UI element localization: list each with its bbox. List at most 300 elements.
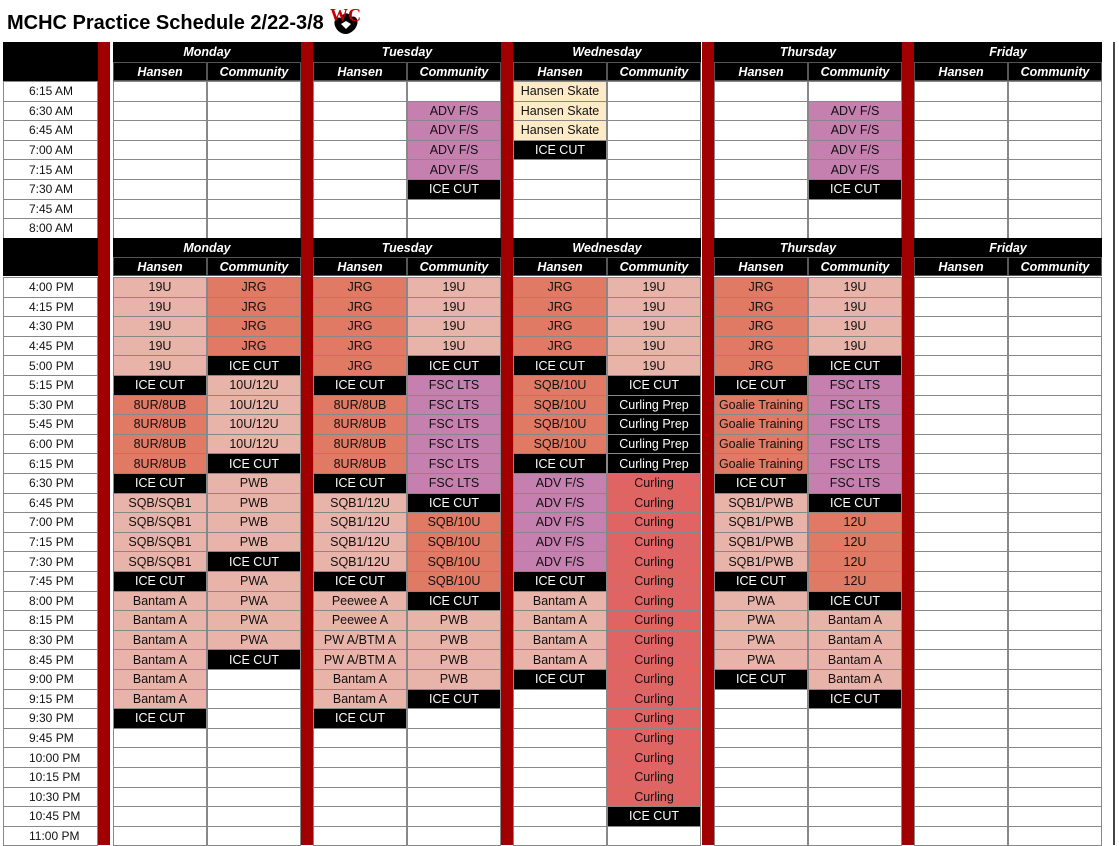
schedule-cell: FSC LTS: [808, 473, 902, 494]
schedule-cell: Curling: [607, 473, 701, 494]
logo-lettering: WC: [330, 5, 361, 25]
schedule-cell: PWA: [207, 630, 301, 651]
schedule-cell: [914, 277, 1008, 298]
rink-header-hansen: Hansen: [113, 62, 207, 81]
schedule-cell: 19U: [113, 277, 207, 298]
schedule-cell: ICE CUT: [513, 355, 607, 376]
time-label: 6:15 AM: [3, 81, 98, 102]
schedule-cell: 19U: [113, 297, 207, 318]
schedule-cell: [914, 669, 1008, 690]
schedule-cell: Bantam A: [513, 591, 607, 612]
schedule-cell: [914, 787, 1008, 808]
schedule-cell: [207, 826, 301, 846]
schedule-cell: [1008, 395, 1102, 416]
rink-header-hansen: Hansen: [513, 257, 607, 276]
schedule-cell: ICE CUT: [207, 355, 301, 376]
schedule-cell: Curling Prep: [607, 414, 701, 435]
schedule-cell: PWB: [407, 610, 501, 631]
rink-header-hansen: Hansen: [313, 62, 407, 81]
schedule-cell: [914, 806, 1008, 827]
schedule-cell: 8UR/8UB: [113, 434, 207, 455]
schedule-cell: 19U: [407, 316, 501, 337]
schedule-cell: ICE CUT: [313, 571, 407, 592]
schedule-cell: JRG: [513, 336, 607, 357]
schedule-cell: [113, 806, 207, 827]
schedule-cell: [914, 414, 1008, 435]
schedule-cell: [407, 787, 501, 808]
schedule-cell: 19U: [607, 316, 701, 337]
schedule-cell: [1008, 512, 1102, 533]
schedule-cell: [714, 81, 808, 102]
schedule-cell: [407, 826, 501, 846]
time-label: 4:15 PM: [3, 297, 98, 318]
schedule-cell: JRG: [313, 316, 407, 337]
schedule-cell: Curling Prep: [607, 395, 701, 416]
schedule-cell: Bantam A: [808, 669, 902, 690]
schedule-cell: [808, 81, 902, 102]
schedule-cell: JRG: [313, 297, 407, 318]
schedule-cell: Goalie Training: [714, 414, 808, 435]
schedule-cell: Curling: [607, 669, 701, 690]
schedule-cell: Bantam A: [313, 689, 407, 710]
schedule-cell: 19U: [607, 355, 701, 376]
schedule-cell: SQB/10U: [407, 532, 501, 553]
schedule-cell: ICE CUT: [513, 453, 607, 474]
schedule-cell: 8UR/8UB: [113, 395, 207, 416]
schedule-cell: JRG: [207, 297, 301, 318]
schedule-cell: 10U/12U: [207, 434, 301, 455]
schedule-cell: PWB: [407, 669, 501, 690]
schedule-cell: Bantam A: [513, 649, 607, 670]
schedule-cell: [1008, 806, 1102, 827]
schedule-cell: Bantam A: [808, 630, 902, 651]
schedule-cell: Bantam A: [513, 630, 607, 651]
schedule-cell: [1008, 101, 1102, 122]
schedule-cell: [914, 179, 1008, 200]
schedule-cell: Bantam A: [113, 669, 207, 690]
schedule-cell: [914, 649, 1008, 670]
day-separator: [501, 42, 513, 845]
schedule-cell: PWB: [207, 473, 301, 494]
schedule-cell: JRG: [513, 297, 607, 318]
schedule-cell: 19U: [113, 355, 207, 376]
schedule-cell: [407, 218, 501, 239]
right-edge: [1113, 42, 1115, 845]
time-label: 7:30 AM: [3, 179, 98, 200]
time-label: 9:00 PM: [3, 669, 98, 690]
schedule-cell: JRG: [513, 316, 607, 337]
schedule-cell: ICE CUT: [607, 375, 701, 396]
rink-header-community: Community: [407, 62, 501, 81]
schedule-cell: [207, 81, 301, 102]
schedule-cell: [113, 218, 207, 239]
schedule-cell: ICE CUT: [407, 355, 501, 376]
schedule-cell: [513, 179, 607, 200]
schedule-cell: ADV F/S: [513, 512, 607, 533]
schedule-cell: [914, 493, 1008, 514]
schedule-cell: [313, 81, 407, 102]
schedule-cell: [1008, 199, 1102, 220]
schedule-cell: ICE CUT: [714, 571, 808, 592]
schedule-cell: [714, 218, 808, 239]
schedule-cell: 12U: [808, 532, 902, 553]
schedule-cell: PWB: [207, 512, 301, 533]
schedule-cell: PWA: [714, 610, 808, 631]
schedule-cell: [113, 179, 207, 200]
schedule-cell: Bantam A: [808, 649, 902, 670]
day-header-tuesday: Tuesday: [313, 238, 501, 258]
rink-header-hansen: Hansen: [914, 62, 1008, 81]
schedule-cell: Bantam A: [113, 630, 207, 651]
schedule-cell: 19U: [407, 336, 501, 357]
rink-header-community: Community: [1008, 257, 1102, 276]
schedule-cell: [513, 747, 607, 768]
schedule-cell: [313, 747, 407, 768]
schedule-cell: [607, 159, 701, 180]
schedule-cell: ICE CUT: [207, 649, 301, 670]
time-label: 6:45 PM: [3, 493, 98, 514]
schedule-cell: SQB/10U: [407, 551, 501, 572]
schedule-cell: [1008, 708, 1102, 729]
schedule-cell: [1008, 297, 1102, 318]
time-label: 8:00 AM: [3, 218, 98, 239]
schedule-cell: [1008, 591, 1102, 612]
time-label: 9:45 PM: [3, 728, 98, 749]
schedule-cell: Curling: [607, 747, 701, 768]
schedule-cell: [313, 140, 407, 161]
schedule-cell: SQB1/12U: [313, 551, 407, 572]
schedule-cell: [113, 728, 207, 749]
schedule-cell: [714, 728, 808, 749]
schedule-cell: 8UR/8UB: [113, 414, 207, 435]
schedule-cell: [207, 179, 301, 200]
schedule-cell: [313, 101, 407, 122]
schedule-cell: [714, 101, 808, 122]
schedule-cell: [313, 159, 407, 180]
time-label: 7:15 AM: [3, 159, 98, 180]
time-label: 10:45 PM: [3, 806, 98, 827]
schedule-cell: PWA: [714, 591, 808, 612]
schedule-cell: SQB/10U: [407, 512, 501, 533]
time-label: 4:45 PM: [3, 336, 98, 357]
schedule-cell: ADV F/S: [513, 532, 607, 553]
schedule-cell: [914, 747, 1008, 768]
day-header-wednesday: Wednesday: [513, 238, 701, 258]
schedule-cell: Curling: [607, 512, 701, 533]
schedule-cell: SQB1/12U: [313, 493, 407, 514]
schedule-cell: ADV F/S: [407, 140, 501, 161]
schedule-cell: ICE CUT: [513, 669, 607, 690]
schedule-cell: 19U: [113, 316, 207, 337]
schedule-cell: [1008, 747, 1102, 768]
schedule-cell: [1008, 159, 1102, 180]
schedule-cell: FSC LTS: [407, 434, 501, 455]
schedule-cell: [714, 826, 808, 846]
schedule-cell: ICE CUT: [808, 689, 902, 710]
schedule-cell: ICE CUT: [714, 669, 808, 690]
rink-header-hansen: Hansen: [513, 62, 607, 81]
schedule-cell: [513, 767, 607, 788]
schedule-cell: Curling: [607, 787, 701, 808]
schedule-cell: Curling: [607, 708, 701, 729]
time-label: 8:30 PM: [3, 630, 98, 651]
time-label: 7:45 AM: [3, 199, 98, 220]
schedule-cell: [914, 316, 1008, 337]
schedule-cell: [914, 591, 1008, 612]
schedule-cell: [1008, 787, 1102, 808]
schedule-cell: [407, 767, 501, 788]
schedule-cell: [914, 826, 1008, 846]
schedule-cell: PWB: [207, 493, 301, 514]
schedule-cell: FSC LTS: [407, 375, 501, 396]
time-label: 4:30 PM: [3, 316, 98, 337]
rink-header-community: Community: [607, 62, 701, 81]
schedule-cell: ADV F/S: [407, 120, 501, 141]
schedule-cell: [313, 728, 407, 749]
time-label: 6:00 PM: [3, 434, 98, 455]
schedule-cell: [607, 218, 701, 239]
time-label: 7:00 PM: [3, 512, 98, 533]
schedule-cell: Curling: [607, 610, 701, 631]
schedule-cell: [607, 179, 701, 200]
rink-header-community: Community: [207, 257, 301, 276]
schedule-cell: [1008, 81, 1102, 102]
schedule-cell: Curling: [607, 630, 701, 651]
schedule-cell: SQB/10U: [513, 434, 607, 455]
schedule-cell: ICE CUT: [407, 179, 501, 200]
schedule-cell: FSC LTS: [808, 453, 902, 474]
schedule-cell: ADV F/S: [513, 551, 607, 572]
rink-header-hansen: Hansen: [714, 62, 808, 81]
schedule-cell: [1008, 551, 1102, 572]
schedule-cell: Curling: [607, 649, 701, 670]
schedule-cell: ICE CUT: [607, 806, 701, 827]
schedule-cell: [607, 140, 701, 161]
schedule-cell: ICE CUT: [513, 571, 607, 592]
schedule-cell: 19U: [808, 297, 902, 318]
schedule-cell: [914, 159, 1008, 180]
schedule-cell: [1008, 277, 1102, 298]
schedule-cell: JRG: [714, 336, 808, 357]
time-label: 8:45 PM: [3, 649, 98, 670]
schedule-cell: [313, 806, 407, 827]
time-label: 6:15 PM: [3, 453, 98, 474]
schedule-cell: ADV F/S: [808, 159, 902, 180]
schedule-cell: PWB: [207, 532, 301, 553]
schedule-cell: SQB1/12U: [313, 512, 407, 533]
schedule-cell: [714, 767, 808, 788]
schedule-cell: ICE CUT: [407, 493, 501, 514]
schedule-cell: ICE CUT: [313, 375, 407, 396]
schedule-cell: FSC LTS: [808, 414, 902, 435]
schedule-cell: [914, 336, 1008, 357]
schedule-cell: SQB/10U: [407, 571, 501, 592]
schedule-cell: [407, 747, 501, 768]
schedule-cell: PWB: [407, 630, 501, 651]
schedule-cell: 8UR/8UB: [313, 434, 407, 455]
schedule-cell: Goalie Training: [714, 395, 808, 416]
schedule-cell: [113, 199, 207, 220]
schedule-cell: [1008, 610, 1102, 631]
schedule-cell: 19U: [113, 336, 207, 357]
schedule-cell: [808, 826, 902, 846]
day-header-wednesday: Wednesday: [513, 42, 701, 62]
schedule-cell: [1008, 728, 1102, 749]
schedule-cell: PWA: [714, 649, 808, 670]
schedule-cell: [407, 728, 501, 749]
schedule-cell: ICE CUT: [714, 375, 808, 396]
schedule-cell: [513, 159, 607, 180]
schedule-cell: [513, 708, 607, 729]
schedule-cell: [914, 395, 1008, 416]
time-label: 5:45 PM: [3, 414, 98, 435]
schedule-cell: ICE CUT: [808, 493, 902, 514]
schedule-cell: Curling: [607, 689, 701, 710]
day-separator: [98, 42, 110, 845]
schedule-cell: [313, 120, 407, 141]
schedule-cell: [607, 199, 701, 220]
schedule-cell: [207, 728, 301, 749]
day-header-friday: Friday: [914, 42, 1102, 62]
schedule-cell: [914, 708, 1008, 729]
schedule-cell: SQB/10U: [513, 375, 607, 396]
rink-header-hansen: Hansen: [914, 257, 1008, 276]
schedule-cell: 19U: [808, 277, 902, 298]
schedule-cell: PWA: [207, 610, 301, 631]
schedule-cell: JRG: [207, 316, 301, 337]
schedule-cell: Curling: [607, 532, 701, 553]
schedule-cell: [407, 81, 501, 102]
schedule-cell: 19U: [808, 336, 902, 357]
schedule-cell: [513, 787, 607, 808]
schedule-cell: 8UR/8UB: [113, 453, 207, 474]
schedule-cell: FSC LTS: [808, 434, 902, 455]
header-corner: [3, 238, 98, 258]
schedule-cell: Bantam A: [113, 649, 207, 670]
schedule-cell: [914, 199, 1008, 220]
schedule-cell: [914, 610, 1008, 631]
schedule-cell: 19U: [407, 277, 501, 298]
schedule-cell: SQB/SQB1: [113, 493, 207, 514]
schedule-cell: [207, 669, 301, 690]
schedule-cell: ADV F/S: [513, 493, 607, 514]
schedule-cell: PWA: [207, 591, 301, 612]
schedule-cell: [113, 826, 207, 846]
header-corner: [3, 257, 98, 276]
time-label: 9:30 PM: [3, 708, 98, 729]
time-label: 11:00 PM: [3, 826, 98, 846]
rink-header-hansen: Hansen: [714, 257, 808, 276]
schedule-cell: 19U: [607, 336, 701, 357]
rink-header-hansen: Hansen: [313, 257, 407, 276]
schedule-cell: [207, 806, 301, 827]
schedule-cell: [1008, 532, 1102, 553]
schedule-cell: [1008, 179, 1102, 200]
schedule-cell: [313, 179, 407, 200]
schedule-cell: 10U/12U: [207, 375, 301, 396]
schedule-cell: [1008, 826, 1102, 846]
schedule-cell: [714, 140, 808, 161]
schedule-cell: SQB1/PWB: [714, 551, 808, 572]
header-corner: [3, 42, 98, 62]
schedule-cell: [113, 159, 207, 180]
schedule-cell: SQB1/PWB: [714, 532, 808, 553]
schedule-cell: 8UR/8UB: [313, 414, 407, 435]
rink-header-community: Community: [1008, 62, 1102, 81]
schedule-cell: [914, 630, 1008, 651]
rink-header-community: Community: [808, 257, 902, 276]
schedule-cell: JRG: [714, 355, 808, 376]
schedule-cell: [207, 120, 301, 141]
schedule-cell: Hansen Skate: [513, 120, 607, 141]
time-label: 9:15 PM: [3, 689, 98, 710]
schedule-cell: 19U: [607, 277, 701, 298]
schedule-cell: [808, 787, 902, 808]
schedule-cell: Hansen Skate: [513, 81, 607, 102]
schedule-cell: [914, 218, 1008, 239]
schedule-cell: PW A/BTM A: [313, 630, 407, 651]
schedule-cell: [207, 199, 301, 220]
schedule-cell: JRG: [207, 277, 301, 298]
day-header-thursday: Thursday: [714, 42, 902, 62]
schedule-cell: [313, 787, 407, 808]
schedule-cell: [207, 101, 301, 122]
schedule-cell: ADV F/S: [407, 159, 501, 180]
schedule-cell: PWA: [207, 571, 301, 592]
schedule-cell: 8UR/8UB: [313, 395, 407, 416]
schedule-cell: ICE CUT: [113, 571, 207, 592]
schedule-cell: [313, 826, 407, 846]
time-label: 6:30 AM: [3, 101, 98, 122]
schedule-cell: 19U: [808, 316, 902, 337]
schedule-cell: [513, 689, 607, 710]
schedule-cell: ADV F/S: [513, 473, 607, 494]
day-header-thursday: Thursday: [714, 238, 902, 258]
schedule-cell: [313, 767, 407, 788]
schedule-cell: [714, 199, 808, 220]
schedule-cell: Curling: [607, 591, 701, 612]
schedule-cell: 10U/12U: [207, 395, 301, 416]
schedule-cell: [714, 120, 808, 141]
schedule-cell: [714, 179, 808, 200]
schedule-cell: [207, 140, 301, 161]
schedule-cell: ADV F/S: [808, 101, 902, 122]
time-label: 4:00 PM: [3, 277, 98, 298]
schedule-cell: [513, 826, 607, 846]
schedule-cell: [207, 218, 301, 239]
schedule-cell: Curling: [607, 767, 701, 788]
schedule-cell: [914, 101, 1008, 122]
schedule-cell: [113, 101, 207, 122]
schedule-cell: [1008, 473, 1102, 494]
schedule-cell: [914, 551, 1008, 572]
schedule-cell: [1008, 336, 1102, 357]
schedule-cell: [1008, 355, 1102, 376]
schedule-cell: 12U: [808, 571, 902, 592]
schedule-cell: [1008, 218, 1102, 239]
schedule-cell: [113, 140, 207, 161]
schedule-cell: [914, 689, 1008, 710]
time-label: 7:30 PM: [3, 551, 98, 572]
schedule-cell: [513, 728, 607, 749]
time-label: 7:00 AM: [3, 140, 98, 161]
schedule-cell: JRG: [313, 355, 407, 376]
schedule-cell: Peewee A: [313, 591, 407, 612]
schedule-cell: [1008, 630, 1102, 651]
schedule-cell: [914, 512, 1008, 533]
schedule-cell: [113, 767, 207, 788]
schedule-cell: [914, 767, 1008, 788]
